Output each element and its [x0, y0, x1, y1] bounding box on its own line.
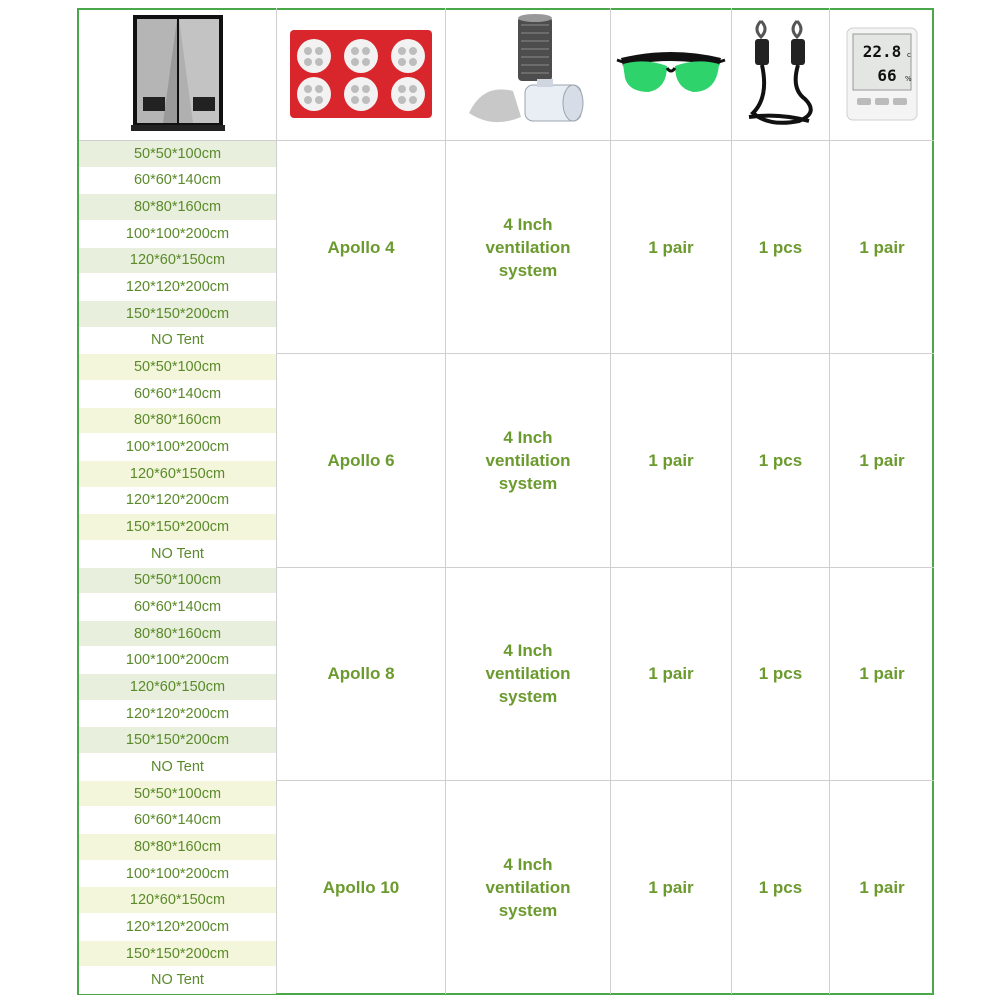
header-ventilation-cell — [446, 8, 611, 141]
tent-size-item: 120*60*150cm — [79, 887, 276, 914]
tent-size-item: 50*50*100cm — [79, 568, 276, 595]
ventilation-label — [485, 639, 570, 708]
ventilation-line: ventilation — [485, 664, 571, 684]
tent-size-item: 120*60*150cm — [79, 248, 276, 275]
ventilation-cell — [446, 354, 611, 567]
tent-size-item: 100*100*200cm — [79, 434, 276, 461]
ventilation-line: system — [498, 473, 558, 493]
tent-size-item: 80*80*160cm — [79, 621, 276, 648]
hanger-qty-cell: 1 pcs — [732, 141, 830, 354]
ventilation-label — [485, 853, 570, 922]
tent-size-item: 80*80*160cm — [79, 834, 276, 861]
tent-size-item: 60*60*140cm — [79, 168, 276, 195]
glasses-qty-cell: 1 pair — [611, 141, 732, 354]
meter-qty-cell: 1 pair — [830, 354, 934, 567]
svg-text:c: c — [907, 51, 911, 59]
meter-qty-cell: 1 pair — [830, 568, 934, 781]
tent-size-item: NO Tent — [79, 967, 276, 994]
tent-size-item: NO Tent — [79, 541, 276, 568]
ventilation-line: system — [498, 687, 558, 707]
light-cell: Apollo 4 — [277, 141, 446, 354]
tent-size-item: 60*60*140cm — [79, 594, 276, 621]
tent-size-item: NO Tent — [79, 328, 276, 355]
light-cell: Apollo 8 — [277, 568, 446, 781]
glasses-qty-cell: 1 pair — [611, 354, 732, 567]
rope-ratchet-hanger-icon — [739, 17, 823, 131]
tent-size-item: 120*120*200cm — [79, 488, 276, 515]
svg-text:22.8: 22.8 — [862, 42, 902, 61]
ventilation-line: 4 Inch — [503, 854, 553, 874]
tent-size-item: 50*50*100cm — [79, 141, 276, 168]
tent-size-item: 80*80*160cm — [79, 194, 276, 221]
ventilation-line: 4 Inch — [503, 427, 553, 447]
safety-goggles-icon — [615, 44, 727, 104]
tent-size-item: 120*120*200cm — [79, 701, 276, 728]
tent-size-item: 100*100*200cm — [79, 647, 276, 674]
ventilation-line: system — [498, 260, 558, 280]
tent-size-item: 120*60*150cm — [79, 674, 276, 701]
hanger-qty-cell: 1 pcs — [732, 354, 830, 567]
tent-size-item: NO Tent — [79, 754, 276, 781]
ventilation-line: 4 Inch — [503, 641, 553, 661]
ventilation-label — [485, 213, 570, 282]
tent-size-item: 150*150*200cm — [79, 727, 276, 754]
grow-tent-icon — [123, 13, 233, 135]
tent-size-item: 100*100*200cm — [79, 221, 276, 248]
meter-qty-cell: 1 pair — [830, 141, 934, 354]
tent-size-item: 120*120*200cm — [79, 914, 276, 941]
tent-size-item: 120*60*150cm — [79, 461, 276, 488]
tent-size-item: 150*150*200cm — [79, 301, 276, 328]
ventilation-line: ventilation — [485, 237, 571, 257]
inline-fan-filter-icon — [463, 13, 593, 135]
ventilation-line: ventilation — [485, 450, 571, 470]
ventilation-line: 4 Inch — [503, 214, 553, 234]
ventilation-line: ventilation — [485, 877, 571, 897]
tent-size-item: 150*150*200cm — [79, 514, 276, 541]
light-cell: Apollo 10 — [277, 781, 446, 994]
svg-text:%: % — [905, 75, 912, 83]
meter-qty-cell: 1 pair — [859, 877, 905, 897]
header-meter-cell — [830, 8, 934, 141]
svg-text:66: 66 — [877, 66, 897, 85]
ventilation-label — [485, 426, 570, 495]
header-glasses-cell — [611, 8, 732, 141]
tent-size-item: 50*50*100cm — [79, 354, 276, 381]
hanger-qty-cell: 1 pcs — [732, 781, 830, 994]
ventilation-cell — [446, 568, 611, 781]
led-grow-light-icon — [286, 24, 436, 124]
tent-size-item: 100*100*200cm — [79, 861, 276, 888]
thermo-hygrometer-icon — [845, 26, 919, 122]
hanger-qty-cell: 1 pcs — [732, 568, 830, 781]
header-hanger-cell — [732, 8, 830, 141]
tent-size-item: 120*120*200cm — [79, 274, 276, 301]
header-light-cell — [277, 8, 446, 141]
tent-size-item: 60*60*140cm — [79, 807, 276, 834]
tent-size-item: 60*60*140cm — [79, 381, 276, 408]
light-cell: Apollo 6 — [277, 354, 446, 567]
glasses-qty-cell: 1 pair — [611, 781, 732, 994]
ventilation-cell — [446, 141, 611, 354]
header-tent-cell — [79, 8, 277, 141]
tent-size-item: 80*80*160cm — [79, 408, 276, 435]
tent-size-item: 150*150*200cm — [79, 941, 276, 968]
glasses-qty-cell: 1 pair — [611, 568, 732, 781]
ventilation-line: system — [498, 900, 558, 920]
column-divider — [276, 141, 277, 993]
tent-size-item: 50*50*100cm — [79, 781, 276, 808]
ventilation-cell — [446, 781, 611, 994]
